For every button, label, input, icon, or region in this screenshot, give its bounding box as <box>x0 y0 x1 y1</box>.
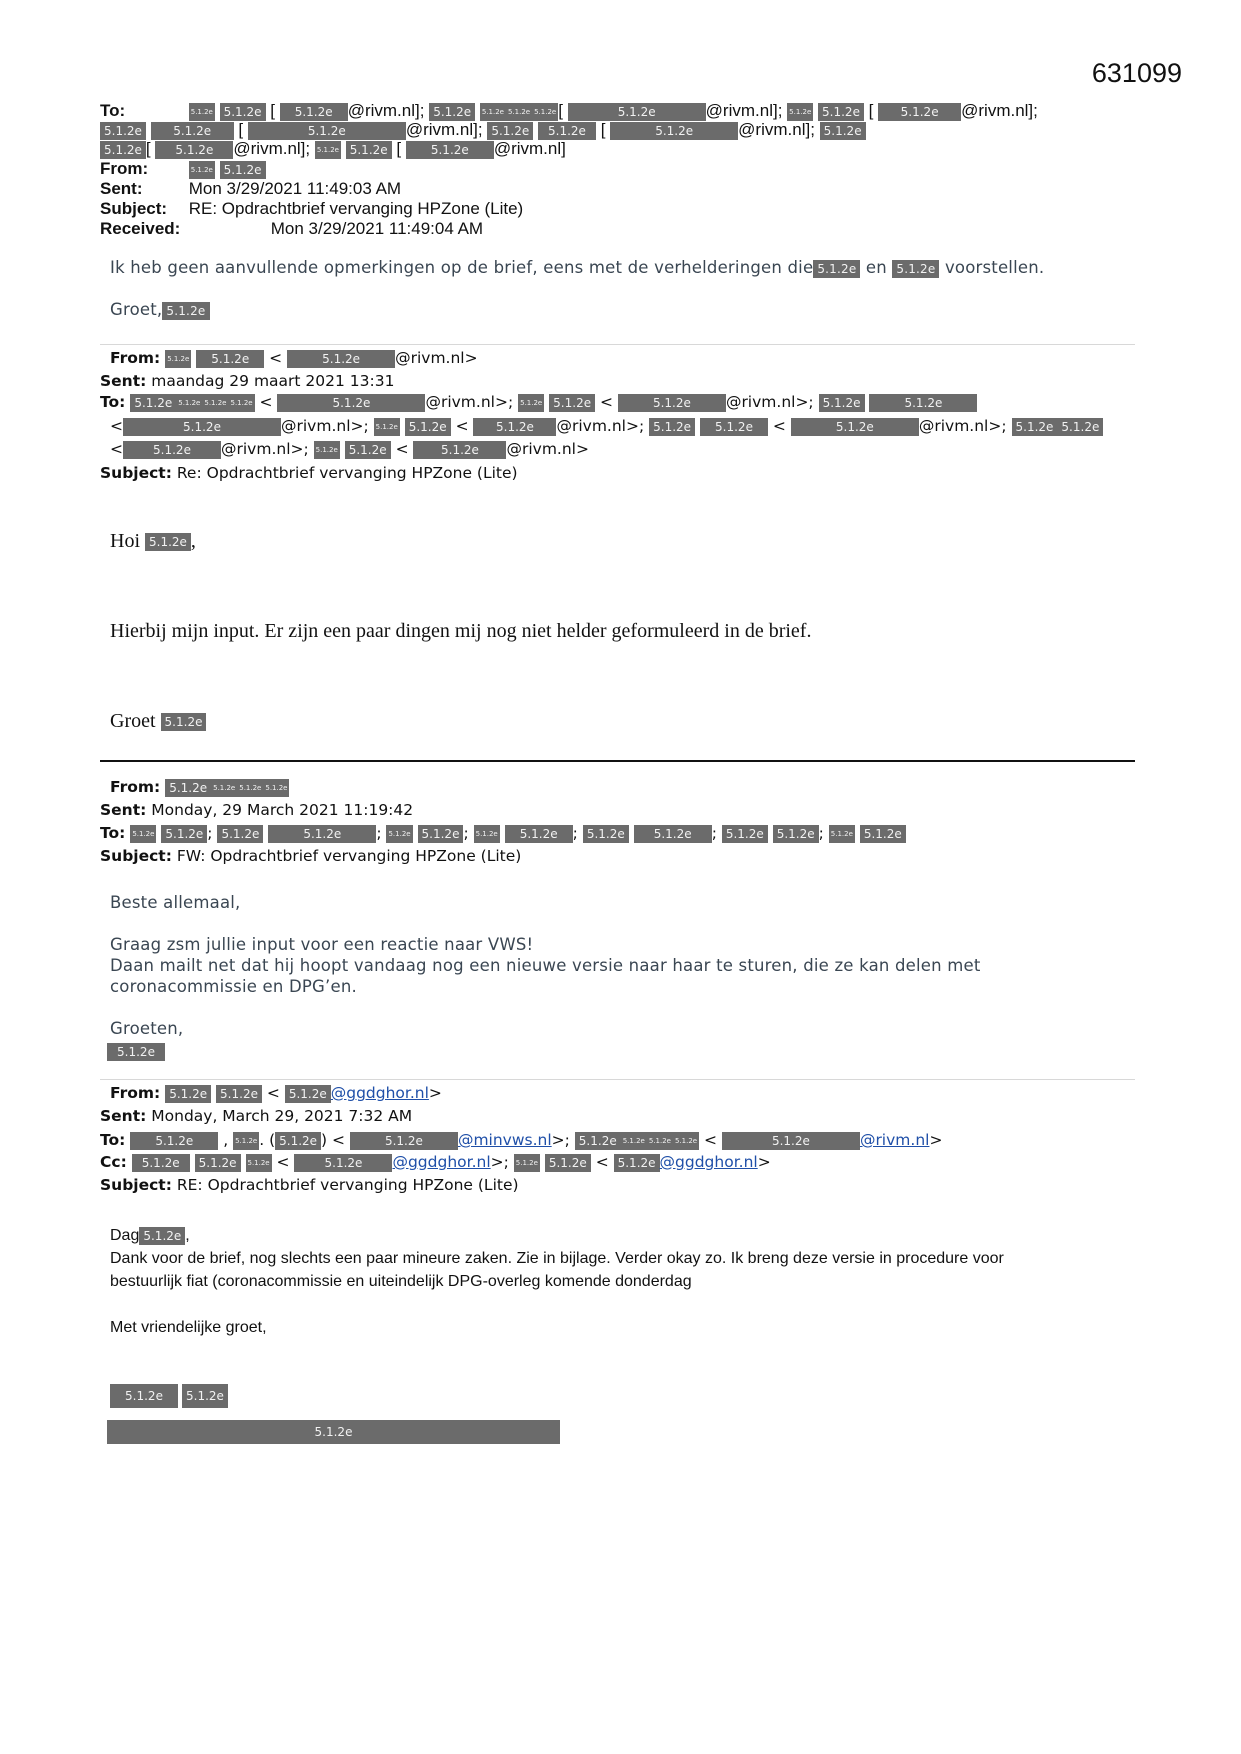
sent-value: Monday, March 29, 2021 7:32 AM <box>151 1107 413 1125</box>
msg2-hello: Hoi 5.1.2e , <box>110 530 196 552</box>
redaction: 5.1.2e <box>217 825 263 843</box>
redaction: 5.1.2e <box>237 779 263 797</box>
email-domain: @rivm.nl> <box>395 349 478 367</box>
sent-value: Mon 3/29/2021 11:49:03 AM <box>188 179 402 198</box>
redaction: 5.1.2e <box>195 1154 241 1172</box>
redaction: 5.1.2e <box>413 441 506 459</box>
header4-from-line: From: 5.1.2e 5.1.2e < 5.1.2e @ggdghor.nl> <box>110 1084 442 1102</box>
redaction: 5.1.2e <box>345 441 391 459</box>
email-link[interactable]: @ggdghor.nl <box>392 1153 491 1171</box>
email-domain: @rivm.nl>; <box>221 440 309 458</box>
redaction: 5.1.2e <box>418 825 464 843</box>
to-label: To: <box>100 824 126 842</box>
redaction: 5.1.2e <box>773 825 819 843</box>
redaction: 5.1.2e <box>189 161 215 179</box>
from-label: From: <box>110 778 161 796</box>
msg3-closing: Groeten, <box>110 1019 184 1038</box>
redaction-block: 5.1.2e <box>107 1420 560 1444</box>
redaction: 5.1.2e <box>673 1132 699 1150</box>
redaction: 5.1.2e <box>189 103 215 121</box>
redaction: 5.1.2e <box>787 103 813 121</box>
redaction: 5.1.2e <box>405 418 451 436</box>
header4-sent-line <box>100 1105 412 1127</box>
email-link[interactable]: @rivm.nl <box>859 1131 930 1149</box>
header2-to-line3: < 5.1.2e @rivm.nl>; 5.1.2e 5.1.2e < 5.1.2e @rivm.nl> <box>110 440 589 458</box>
redaction: 5.1.2e <box>228 394 254 412</box>
redaction: 5.1.2e <box>583 825 629 843</box>
email-link[interactable]: @ggdghor.nl <box>659 1153 758 1171</box>
redaction: 5.1.2e <box>268 825 376 843</box>
subject-label: Subject: <box>100 847 172 865</box>
msg3-line3: coronacommissie en DPG’en. <box>110 977 357 996</box>
redaction: 5.1.2e <box>233 1132 259 1150</box>
redaction: 5.1.2e <box>161 713 207 731</box>
redaction: 5.1.2e <box>474 825 500 843</box>
redaction: 5.1.2e <box>346 141 392 159</box>
msg1-greeting: Groet, 5.1.2e <box>110 300 210 320</box>
separator-thick <box>100 760 1135 762</box>
redaction: 5.1.2e <box>216 1085 262 1103</box>
header1-from-line <box>100 159 266 179</box>
header3-to-line: To: 5.1.2e 5.1.2e ; 5.1.2e 5.1.2e ; 5.1.2e 5.1.2e ; 5.1.2e 5.1.2e ; 5.1.2e 5.1.2e ; 5.1.2e 5.1.2e ; 5.1.2e 5.1.2e <box>100 822 906 844</box>
redaction: 5.1.2e <box>487 122 533 140</box>
redaction: 5.1.2e <box>165 779 211 797</box>
msg4-closing: Met vriendelijke groet, <box>110 1319 267 1336</box>
redaction: 5.1.2e <box>280 103 348 121</box>
redaction: 5.1.2e <box>275 1132 321 1150</box>
msg4-salutation: Dag 5.1.2e , <box>110 1227 190 1245</box>
redaction: 5.1.2e <box>820 122 866 140</box>
redaction: 5.1.2e <box>480 103 506 121</box>
msg4-signature <box>110 1384 228 1408</box>
redaction: 5.1.2e <box>829 825 855 843</box>
email-domain: @rivm.nl]; <box>405 120 483 139</box>
redaction: 5.1.2e <box>130 825 156 843</box>
redaction: 5.1.2e <box>575 1132 621 1150</box>
header4-cc-line: Cc: 5.1.2e 5.1.2e 5.1.2e < 5.1.2e @ggdghor.nl>; 5.1.2e 5.1.2e < 5.1.2e @ggdghor.nl> <box>100 1153 771 1171</box>
redaction: 5.1.2e <box>202 394 228 412</box>
redaction: 5.1.2e <box>145 533 191 551</box>
redaction: 5.1.2e <box>514 1154 540 1172</box>
redaction: 5.1.2e <box>100 122 146 140</box>
from-label: From: <box>110 349 161 367</box>
to-label: To: <box>100 101 126 120</box>
subject-label: Subject: <box>100 199 168 218</box>
header1-to-line1: To: 5.1.2e 5.1.2e [ 5.1.2e @rivm.nl]; 5.1.2e 5.1.2e 5.1.2e 5.1.2e [ 5.1.2e @rivm.nl]; 5.1.2e 5.1.2e [ 5.1.2e @rivm.nl]; <box>100 101 1038 120</box>
redaction: 5.1.2e <box>162 302 209 320</box>
header4-to-line: To: 5.1.2e , 5.1.2e . ( 5.1.2e ) < 5.1.2e @minvws.nl>; 5.1.2e 5.1.2e 5.1.2e 5.1.2e < 5.1.2e @rivm.nl> <box>100 1131 943 1149</box>
cc-label: Cc: <box>100 1153 127 1171</box>
email-domain: @rivm.nl>; <box>725 393 814 411</box>
separator <box>100 344 1135 345</box>
sent-label: Sent: <box>100 1107 147 1125</box>
sent-label: Sent: <box>100 801 147 819</box>
msg3-line2: Daan mailt net dat hij hoopt vandaag nog een nieuwe versie naar haar te sturen, die ze kan delen met <box>110 956 981 975</box>
redaction: 5.1.2e <box>196 350 264 368</box>
redaction: 5.1.2e <box>314 441 340 459</box>
msg4-line2: bestuurlijk fiat (coronacommissie en uiteindelijk DPG-overleg komende donderdag <box>110 1273 692 1290</box>
redaction: 5.1.2e <box>610 122 738 140</box>
header1-to-line3: 5.1.2e [ 5.1.2e @rivm.nl]; 5.1.2e 5.1.2e [ 5.1.2e @rivm.nl] <box>100 139 566 159</box>
sent-label: Sent: <box>100 372 147 390</box>
redaction: 5.1.2e <box>287 350 395 368</box>
redaction: 5.1.2e <box>649 418 695 436</box>
redaction: 5.1.2e <box>139 1227 185 1245</box>
header1-to-line2: 5.1.2e 5.1.2e [ 5.1.2e @rivm.nl]; 5.1.2e 5.1.2e [ 5.1.2e @rivm.nl]; 5.1.2e <box>100 120 866 140</box>
header2-to-line1: To: 5.1.2e 5.1.2e 5.1.2e 5.1.2e < 5.1.2e @rivm.nl>; 5.1.2e 5.1.2e < 5.1.2e @rivm.nl>; 5.1.2e 5.1.2e <box>100 391 977 413</box>
email-domain: @rivm.nl> <box>506 440 589 458</box>
redaction: 5.1.2e <box>621 1132 647 1150</box>
email-domain: @rivm.nl]; <box>705 101 783 120</box>
header1-subject-line <box>100 199 523 218</box>
redaction: 5.1.2e <box>532 103 558 121</box>
sent-value: Monday, 29 March 2021 11:19:42 <box>151 801 414 819</box>
email-domain: @rivm.nl]; <box>961 101 1038 120</box>
redaction: 5.1.2e <box>374 418 400 436</box>
header3-sent-line <box>100 799 413 821</box>
redaction: 5.1.2e <box>545 1154 591 1172</box>
redaction: 5.1.2e <box>220 103 266 121</box>
redaction: 5.1.2e <box>386 825 412 843</box>
email-domain: @rivm.nl]; <box>347 101 425 120</box>
to-label: To: <box>100 1131 126 1149</box>
email-domain: @rivm.nl] <box>493 139 566 158</box>
redaction: 5.1.2e <box>155 141 233 159</box>
redaction: 5.1.2e <box>618 394 726 412</box>
redaction: 5.1.2e <box>130 394 176 412</box>
redaction: 5.1.2e <box>869 394 977 412</box>
redaction: 5.1.2e <box>1012 418 1058 436</box>
redaction: 5.1.2e <box>132 1154 190 1172</box>
email-link[interactable]: @minvws.nl <box>457 1131 552 1149</box>
redaction: 5.1.2e <box>505 825 573 843</box>
header2-to-line2: < 5.1.2e @rivm.nl>; 5.1.2e 5.1.2e < 5.1.2e @rivm.nl>; 5.1.2e 5.1.2e < 5.1.2e @rivm.nl>; 5.1.2e 5.1.2e <box>110 415 1103 437</box>
msg4-line1: Dank voor de brief, nog slechts een paar mineure zaken. Zie in bijlage. Verder okay zo. Ik breng deze versie in procedure voor <box>110 1250 1004 1267</box>
msg2-greeting: Groet 5.1.2e <box>110 710 206 733</box>
redaction: 5.1.2e <box>151 122 234 140</box>
redaction: 5.1.2e <box>791 418 919 436</box>
redaction: 5.1.2e <box>429 103 475 121</box>
email-domain: @rivm.nl]; <box>233 139 311 158</box>
redaction: 5.1.2e <box>860 825 906 843</box>
msg1-line1: Ik heb geen aanvullende opmerkingen op de brief, eens met de verhelderingen die 5.1.2e en 5.1.2e voorstellen. <box>110 258 1045 277</box>
sent-label: Sent: <box>100 179 143 198</box>
redaction: 5.1.2e <box>614 1154 660 1172</box>
redaction: 5.1.2e <box>161 825 207 843</box>
redaction: 5.1.2e <box>892 260 939 278</box>
redaction: 5.1.2e <box>506 103 532 121</box>
received-value: Mon 3/29/2021 11:49:04 AM <box>270 219 484 238</box>
msg3-salutation: Beste allemaal, <box>110 893 241 912</box>
redaction: 5.1.2e <box>818 103 864 121</box>
redaction: 5.1.2e <box>406 141 494 159</box>
to-label: To: <box>100 393 126 411</box>
redaction: 5.1.2e <box>634 825 712 843</box>
received-label: Received: <box>100 219 181 238</box>
redaction: 5.1.2e <box>165 1085 211 1103</box>
redaction: 5.1.2e <box>518 394 544 412</box>
email-domain: @rivm.nl>; <box>556 417 645 435</box>
redaction: 5.1.2e <box>123 441 221 459</box>
redaction: 5.1.2e <box>220 161 266 179</box>
from-label: From: <box>100 159 149 178</box>
header2-subject-line <box>100 462 518 484</box>
header4-subject-line <box>100 1174 519 1196</box>
redaction: 5.1.2e <box>813 260 860 278</box>
redaction: 5.1.2e <box>110 1384 178 1408</box>
msg3-line1: Graag zsm jullie input voor een reactie naar VWS! <box>110 935 534 954</box>
sent-value: maandag 29 maart 2021 13:31 <box>151 372 395 390</box>
separator <box>100 1079 1135 1080</box>
redaction: 5.1.2e <box>473 418 556 436</box>
subject-label: Subject: <box>100 1176 172 1194</box>
redaction: 5.1.2e <box>246 1154 272 1172</box>
redaction: 5.1.2e <box>700 418 768 436</box>
subject-value: FW: Opdrachtbrief vervanging HPZone (Lite) <box>176 847 522 865</box>
redaction: 5.1.2e <box>165 350 191 368</box>
redaction: 5.1.2e <box>130 1132 218 1150</box>
email-domain: @rivm.nl>; <box>281 417 369 435</box>
email-domain: @rivm.nl>; <box>425 393 514 411</box>
redaction: 5.1.2e <box>263 779 289 797</box>
redaction: 5.1.2e <box>107 1043 165 1061</box>
subject-value: RE: Opdrachtbrief vervanging HPZone (Lite) <box>176 1176 519 1194</box>
header3-subject-line <box>100 845 521 867</box>
header1-sent-line <box>100 179 401 198</box>
redaction: 5.1.2e <box>722 825 768 843</box>
redaction: 5.1.2e <box>248 122 406 140</box>
header3-from-line <box>110 776 289 798</box>
redaction: 5.1.2e <box>100 141 146 159</box>
redaction: 5.1.2e <box>211 779 237 797</box>
header2-sent-line <box>100 370 394 392</box>
subject-value: Re: Opdrachtbrief vervanging HPZone (Lite) <box>176 464 518 482</box>
redaction: 5.1.2e <box>647 1132 673 1150</box>
redaction: 5.1.2e <box>568 103 706 121</box>
redaction: 5.1.2e <box>285 1085 331 1103</box>
redaction: 5.1.2e <box>294 1154 392 1172</box>
redaction: 5.1.2e <box>722 1132 860 1150</box>
redaction: 5.1.2e <box>315 141 341 159</box>
redaction: 5.1.2e <box>277 394 425 412</box>
email-domain: @rivm.nl]; <box>738 120 815 139</box>
redaction: 5.1.2e <box>350 1132 458 1150</box>
header1-received-line <box>100 219 483 238</box>
email-link[interactable]: @ggdghor.nl <box>330 1084 429 1102</box>
redaction: 5.1.2e <box>176 394 202 412</box>
subject-value: RE: Opdrachtbrief vervanging HPZone (Lite) <box>188 199 524 218</box>
header2-from-line: From: 5.1.2e 5.1.2e < 5.1.2e @rivm.nl> <box>110 349 478 367</box>
redaction: 5.1.2e <box>878 103 961 121</box>
msg2-body: Hierbij mijn input. Er zijn een paar dingen mij nog niet helder geformuleerd in de brief. <box>110 620 812 642</box>
email-domain: @rivm.nl>; <box>918 417 1007 435</box>
redaction: 5.1.2e <box>538 122 596 140</box>
from-label: From: <box>110 1084 161 1102</box>
msg3-signature <box>107 1043 165 1061</box>
document-number: 631099 <box>1091 58 1182 88</box>
redaction: 5.1.2e <box>1057 418 1103 436</box>
redaction: 5.1.2e <box>549 394 595 412</box>
redaction: 5.1.2e <box>182 1384 228 1408</box>
redaction: 5.1.2e <box>819 394 865 412</box>
subject-label: Subject: <box>100 464 172 482</box>
redaction: 5.1.2e <box>123 418 281 436</box>
